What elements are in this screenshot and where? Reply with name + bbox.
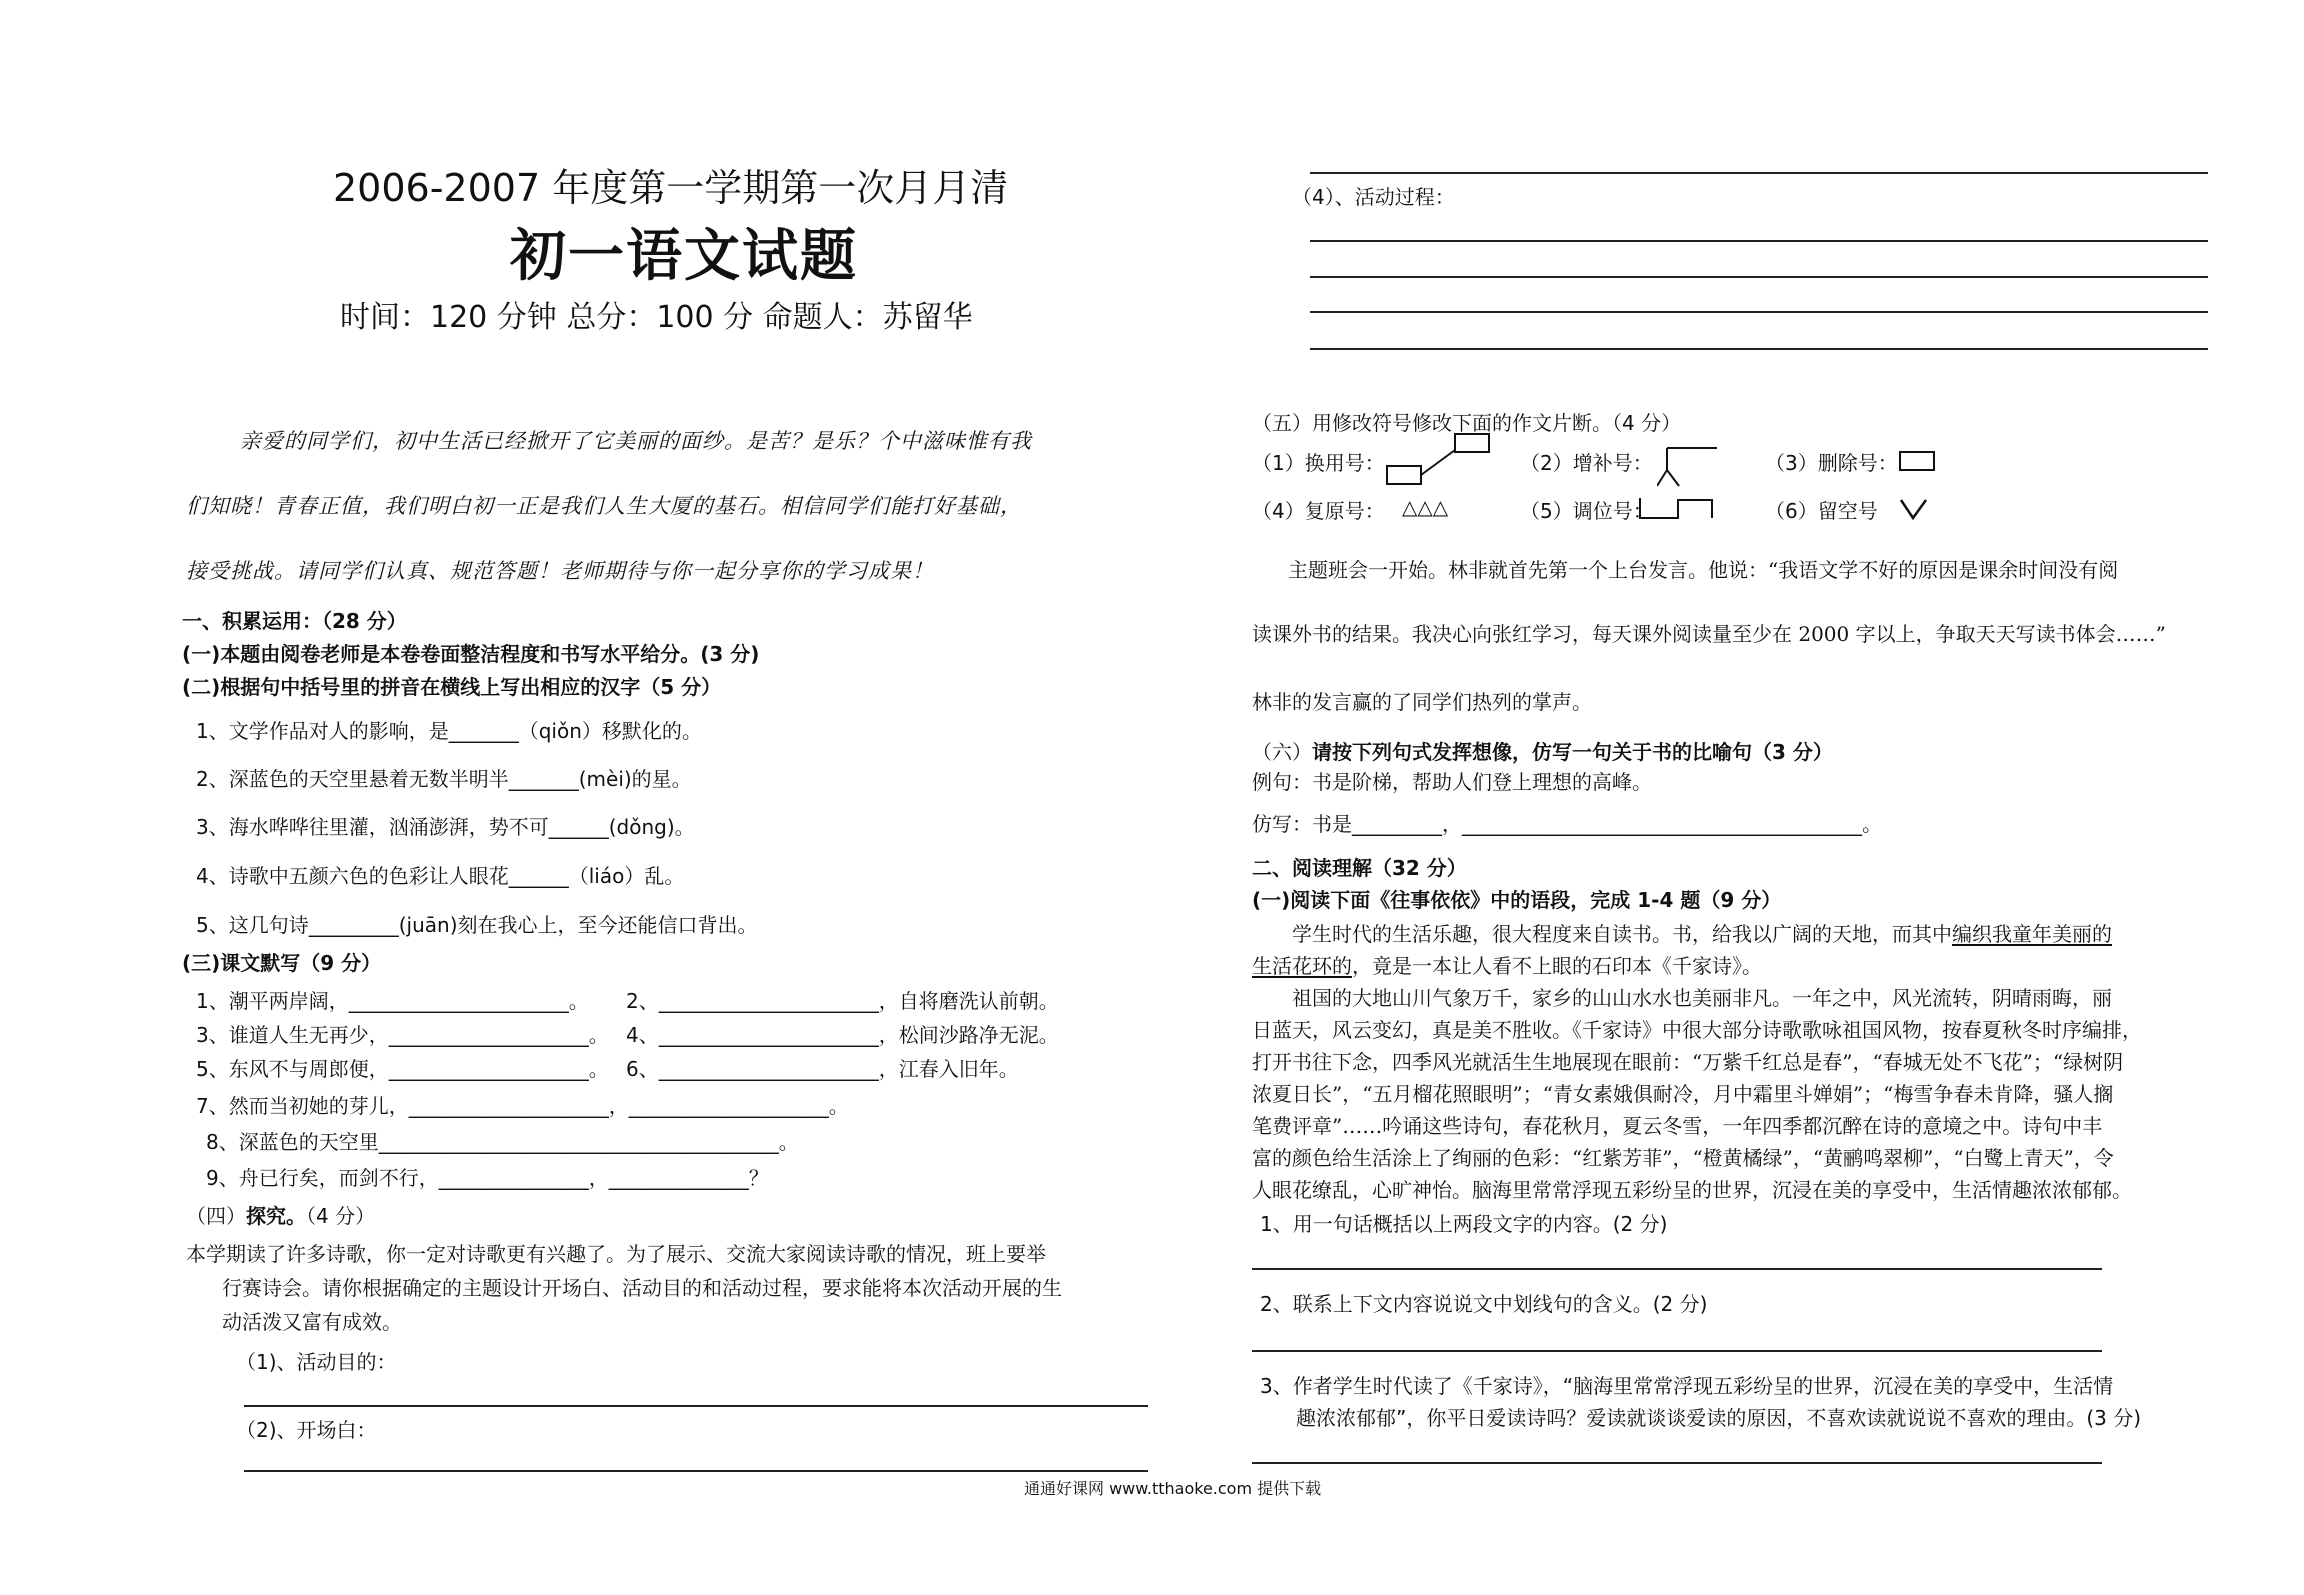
answer-line[interactable] (1252, 1268, 2102, 1270)
passage-line: 主题班会一开始。林非就首先第一个上台发言。他说：“我语文学不好的原因是课余时间没有阅 (1288, 558, 2119, 582)
answer-line[interactable] (1310, 276, 2208, 278)
dictation-item: 5、东风不与周郎便，____________________。 (196, 1057, 609, 1081)
reading-para1-line2 (1252, 950, 1762, 979)
answer-line[interactable] (1252, 1350, 2102, 1352)
q1-text: (一)本题由阅卷老师是本卷卷面整洁程度和书写水平给分。(3 分) (182, 642, 760, 666)
right-column (1230, 0, 2304, 1595)
transpose-mark-icon (1638, 494, 1718, 524)
q4-process-label: （4）、活动过程： (1292, 185, 1455, 209)
reading-question: 3、作者学生时代读了《千家诗》，“脑海里常常浮现五彩纷呈的世界，沉浸在美的享受中，生活情 (1260, 1374, 2114, 1398)
answer-line[interactable] (1310, 240, 2208, 242)
reading-para1-line1 (1292, 918, 2112, 947)
reading-para2-line: 浓夏日长”，“五月榴花照眼明”；“青女素娥俱耐冷，月中霜里斗婵娟”；“梅雪争春未肯降，骚人搁 (1252, 1082, 2114, 1106)
dictation-item: 9、舟已行矣，而剑不行，_______________，______________？ (206, 1166, 769, 1190)
q3-text: (三)课文默写（9 分） (182, 951, 382, 975)
dictation-item: 3、谁道人生无再少，____________________。 (196, 1023, 609, 1047)
q6-title: 请按下列句式发挥想像，仿写一句关于书的比喻句（3 分） (1312, 740, 1833, 764)
symbol-label: （6）留空号 (1765, 499, 1878, 523)
reading-para2-line: 笔费评章”……吟诵这些诗句，春花秋月，夏云冬雪，一年四季都沉醉在诗的意境之中。诗句中丰 (1252, 1114, 2103, 1138)
intro-line-2: 们知晓！青春正值，我们明白初一正是我们人生大厦的基石。相信同学们能打好基础， (186, 494, 1022, 518)
answer-line[interactable] (244, 1470, 1148, 1472)
dictation-item: 1、潮平两岸阔，______________________。 (196, 989, 589, 1013)
reading-question: 1、用一句话概括以上两段文字的内容。(2 分) (1260, 1212, 1668, 1236)
q5-text: （五）用修改符号修改下面的作文片断。（4 分） (1252, 411, 1682, 435)
pinyin-item: 3、海水哗哗往里灌，汹涌澎湃，势不可______(dǒng)。 (196, 815, 695, 839)
symbol-label: （3）删除号： (1765, 451, 1898, 475)
reading-para2-line: 日蓝天，风云变幻，真是美不胜收。《千家诗》中很大部分诗歌歌咏祖国风物，按春夏秋冬时序编排， (1252, 1018, 2142, 1042)
dictation-item: 7、然而当初她的芽儿，____________________，____________________。 (196, 1094, 849, 1118)
page-title: 初一语文试题 (510, 224, 858, 289)
example-sentence: 例句：书是阶梯，帮助人们登上理想的高峰。 (1252, 770, 1652, 794)
q4-score: （4 分） (306, 1204, 376, 1228)
reading-text: 学生时代的生活乐趣，很大程度来自读书。书，给我以广阔的天地，而其中 (1292, 922, 1952, 946)
part1-heading: 一、积累运用：（28 分） (182, 609, 407, 633)
reading-question: 趣浓浓郁郁”，你平日爱读诗吗？爱读就谈谈爱读的原因，不喜欢读就说说不喜欢的理由。(3 分) (1296, 1406, 2142, 1430)
symbol-label: （5）调位号： (1520, 499, 1653, 523)
q6-prefix: （六） (1252, 740, 1312, 764)
intro-line-3: 接受挑战。请同学们认真、规范答题！老师期待与你一起分享你的学习成果！ (186, 559, 934, 583)
q4-prefix: （四） (186, 1204, 246, 1228)
q4-text-line: 本学期读了许多诗歌，你一定对诗歌更有兴趣了。为了展示、交流大家阅读诗歌的情况，班上要举 (186, 1242, 1046, 1266)
reading-para2-line: 人眼花缭乱，心旷神怡。脑海里常常浮现五彩纷呈的世界，沉浸在美的享受中，生活情趣浓浓郁郁。 (1252, 1178, 2132, 1202)
q4-title: 探究。 (246, 1204, 306, 1228)
part2-heading: 二、阅读理解（32 分） (1252, 856, 1467, 880)
q4-text-line: 行赛诗会。请你根据确定的主题设计开场白、活动目的和活动过程，要求能将本次活动开展的生 (222, 1276, 1062, 1300)
part2-sub: (一)阅读下面《往事依依》中的语段，完成 1-4 题（9 分） (1252, 888, 1782, 912)
exam-meta: 时间：120 分钟 总分：100 分 命题人：苏留华 (340, 300, 973, 335)
answer-line[interactable] (1252, 1462, 2102, 1464)
symbol-label: （1）换用号： (1252, 451, 1385, 475)
symbol-label: （4）复原号： (1252, 499, 1385, 523)
pinyin-item: 2、深蓝色的天空里悬着无数半明半_______(mèi)的星。 (196, 767, 692, 791)
dictation-item: 6、______________________，江春入旧年。 (626, 1057, 1019, 1081)
reading-para2-line: 打开书往下念，四季风光就活生生地展现在眼前：“万紫千红总是春”，“春城无处不飞花”；“绿树阴 (1252, 1050, 2124, 1074)
q4-opening-label: （2)、开场白： (236, 1418, 377, 1442)
answer-line[interactable] (1310, 311, 2208, 313)
reading-question: 2、联系上下文内容说说文中划线句的含义。(2 分) (1260, 1292, 1708, 1316)
replace-mark-icon (1385, 430, 1495, 490)
q6-header (1252, 736, 1833, 765)
passage-line: 读课外书的结果。我决心向张红学习，每天课外阅读量至少在 2000 字以上，争取天天写读书体会……” (1252, 622, 2166, 646)
insert-mark-icon (1657, 444, 1727, 490)
intro-line-1: 亲爱的同学们，初中生活已经掀开了它美丽的面纱。是苦？是乐？个中滋味惟有我 (240, 429, 1032, 453)
q2-text: (二)根据句中括号里的拼音在横线上写出相应的汉字（5 分） (182, 675, 722, 699)
pinyin-item: 1、文学作品对人的影响，是_______（qiǒn）移默化的。 (196, 719, 702, 743)
underlined-sentence: 生活花环的 (1252, 954, 1352, 978)
q4-header (186, 1200, 375, 1229)
answer-line[interactable] (244, 1405, 1148, 1407)
underlined-sentence: 编织我童年美丽的 (1952, 922, 2112, 946)
answer-line[interactable] (1310, 348, 2208, 350)
reading-para2-line: 富的颜色给生活涂上了绚丽的色彩：“红紫芳菲”，“橙黄橘绿”，“黄鹂鸣翠柳”，“白鹭上青天”，令 (1252, 1146, 2114, 1170)
delete-mark-icon (1898, 449, 1938, 475)
reading-text: ，竟是一本让人看不上眼的石印本《千家诗》。 (1352, 954, 1762, 978)
dictation-item: 8、深蓝色的天空里________________________________________。 (206, 1130, 799, 1154)
exam-term: 2006-2007 年度第一学期第一次月月清 (333, 166, 1009, 210)
pinyin-item: 5、这几句诗_________(juān)刻在我心上，至今还能信口背出。 (196, 913, 758, 937)
restore-mark-icon: △△△ (1402, 495, 1449, 519)
space-mark-icon (1898, 496, 1932, 524)
dictation-item: 4、______________________，松间沙路净无泥。 (626, 1023, 1059, 1047)
q4-text-line: 动活泼又富有成效。 (222, 1310, 402, 1334)
reading-para2-line: 祖国的大地山川气象万千，家乡的山山水水也美丽非凡。一年之中，风光流转，阴晴雨晦，丽 (1292, 986, 2112, 1010)
dictation-item: 2、______________________，自将磨洗认前朝。 (626, 989, 1059, 1013)
imitate-sentence: 仿写：书是_________，________________________________________。 (1252, 812, 1882, 836)
pinyin-item: 4、诗歌中五颜六色的色彩让人眼花______（liáo）乱。 (196, 864, 685, 888)
q4-purpose-label: （1)、活动目的： (236, 1350, 397, 1374)
symbol-label: （2）增补号： (1520, 451, 1653, 475)
page-footer: 通通好课网 www.tthaoke.com 提供下载 (1024, 1479, 1322, 1498)
answer-line[interactable] (1310, 172, 2208, 174)
passage-line: 林非的发言赢的了同学们热列的掌声。 (1252, 690, 1592, 714)
